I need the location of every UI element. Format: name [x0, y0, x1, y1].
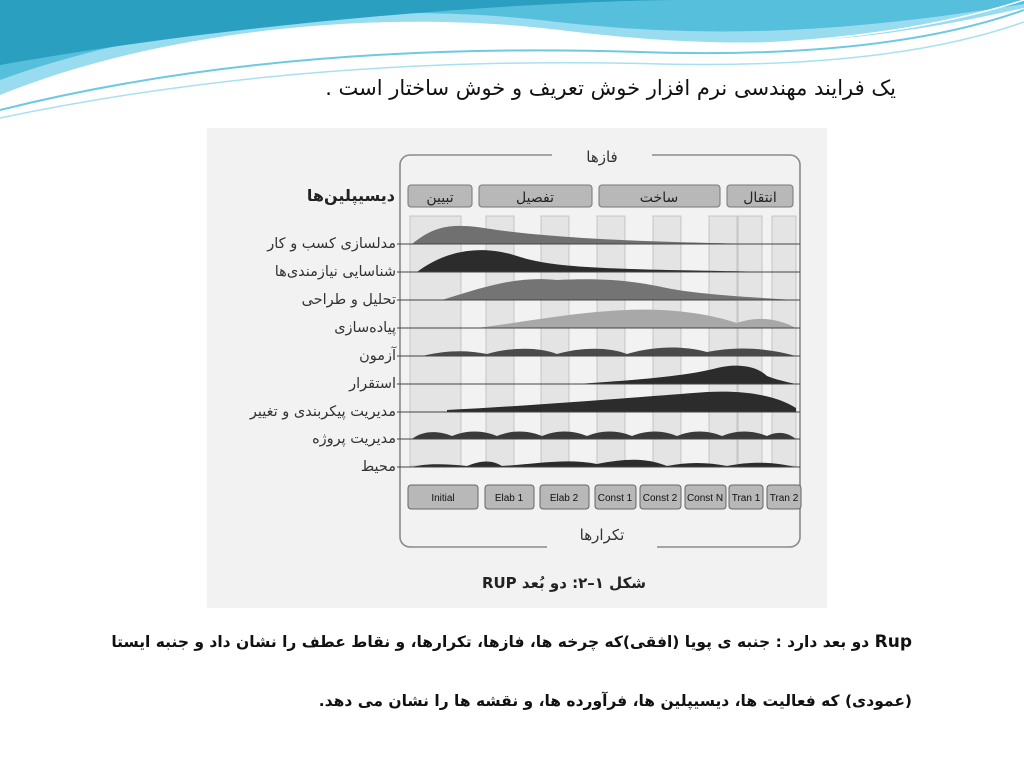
- phases-label: فازها: [586, 148, 618, 166]
- header-wave-decoration: [0, 0, 1024, 130]
- body-text-line-2: (عمودی) که فعالیت ها، دیسیپلین ها، فرآورده ها، و نقشه ها را نشان می دهد.: [318, 692, 912, 710]
- phase-transition: انتقال: [743, 190, 777, 206]
- phase-boxes: [408, 185, 793, 207]
- phase-construction: ساخت: [639, 190, 679, 206]
- discipline-project-management: مدیریت پروژه: [312, 431, 396, 447]
- slide-title: یک فرایند مهندسی نرم افزار خوش تعریف و خوش ساختار است .: [325, 76, 896, 100]
- rup-diagram: [207, 128, 827, 608]
- discipline-environment: محیط: [360, 459, 396, 475]
- discipline-config-change: مدیریت پیکربندی و تغییر: [249, 404, 396, 420]
- iteration-initial: Initial: [431, 493, 455, 504]
- discipline-rows: [249, 236, 800, 475]
- discipline-business-modeling: مدلسازی کسب و کار: [267, 236, 396, 252]
- disciplines-header: دیسیپلین‌ها: [306, 186, 395, 205]
- body-text-line-1-rest: دو بعد دارد : جنبه ی پویا (افقی)که چرخه ها، فازها، تکرارها، و نقاط عطف را نشان داد و جنبه ایستا: [111, 633, 875, 651]
- iteration-const-n: Const N: [686, 493, 724, 504]
- iteration-elab-2: Elab 2: [549, 493, 579, 504]
- discipline-analysis-design: تحلیل و طراحی: [301, 292, 396, 308]
- discipline-test: آزمون: [359, 348, 396, 364]
- figure-caption: شکل ۱–۲: دو بُعد RUP: [481, 574, 647, 592]
- iteration-tran-1: Tran 1: [731, 493, 761, 504]
- discipline-implementation: پیاده‌سازی: [334, 320, 396, 336]
- discipline-requirements: شناسایی نیازمندی‌ها: [274, 264, 396, 280]
- iteration-const-1: Const 1: [597, 493, 633, 504]
- iteration-boxes: [408, 485, 801, 509]
- discipline-deployment: استقرار: [349, 376, 396, 392]
- iteration-const-2: Const 2: [642, 493, 678, 504]
- body-text-line-1: [111, 632, 912, 652]
- phase-elaboration: تفصیل: [516, 190, 554, 206]
- body-text-rup: Rup: [874, 632, 912, 652]
- iteration-elab-1: Elab 1: [494, 493, 524, 504]
- iteration-tran-2: Tran 2: [769, 493, 799, 504]
- phase-inception: تبیین: [426, 190, 454, 206]
- iterations-label: تکرارها: [579, 526, 625, 544]
